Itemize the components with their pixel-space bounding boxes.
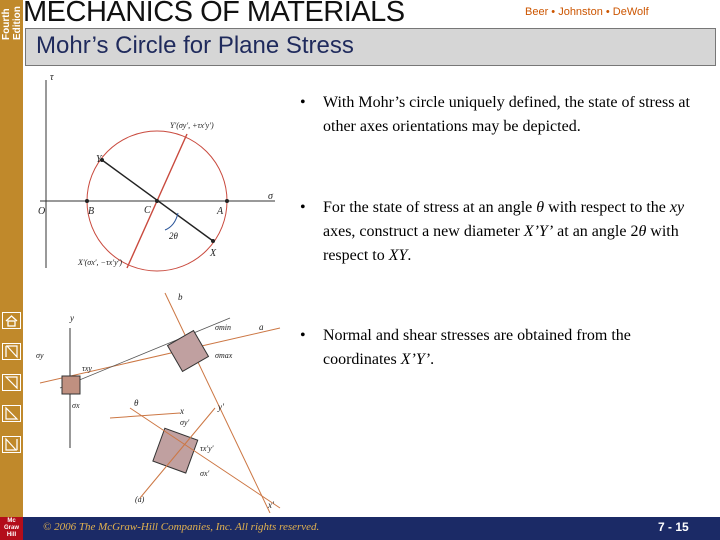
sigma-x-label: σx xyxy=(72,401,80,410)
xy-term: xy xyxy=(669,199,685,216)
yprime-axis-label: y′ xyxy=(218,402,224,412)
last-slide-icon xyxy=(3,437,20,452)
mohr-circle-figure xyxy=(30,68,290,513)
copyright: © 2006 The McGraw-Hill Companies, Inc. All rights reserved. xyxy=(43,521,320,533)
edition-line1: Fourth xyxy=(1,8,12,40)
bullet-3-text xyxy=(323,324,693,372)
y-axis-label: y xyxy=(70,313,74,323)
bullet-3-part: Normal and shear stresses are obtained from the coordinates xyxy=(323,327,631,368)
bullet-marker: • xyxy=(300,199,306,216)
bullet-2-part: axes, construct a new diameter xyxy=(323,223,524,240)
slide-title: Mohr’s Circle for Plane Stress xyxy=(36,32,354,59)
home-nav-button[interactable] xyxy=(2,312,21,329)
book-title: MECHANICS OF MATERIALS xyxy=(23,0,405,28)
two-theta-label: 2θ xyxy=(169,231,178,241)
logo-line2: Graw xyxy=(3,525,19,531)
xprime-label: X′(σx′, −τx′y′) xyxy=(78,258,123,267)
theta-label: θ xyxy=(134,398,139,408)
bullet-2-part: at an angle 2 xyxy=(553,223,639,240)
next-icon xyxy=(3,406,20,421)
y-label: Y xyxy=(96,154,102,165)
left-sidebar xyxy=(0,0,23,540)
bullet-2-part: with respect to the xyxy=(544,199,670,216)
a-axis-label: a xyxy=(259,322,264,332)
previous-icon xyxy=(3,375,20,390)
theta-symbol: θ xyxy=(638,223,647,240)
point-c xyxy=(155,199,159,203)
sigma-y-label: σy xyxy=(36,351,44,360)
rotated-element xyxy=(153,428,198,473)
footer xyxy=(23,517,720,540)
axis-a xyxy=(40,328,280,383)
point-a xyxy=(225,199,229,203)
mcgraw-hill-logo xyxy=(0,517,23,540)
mohr-circle-diagram xyxy=(38,72,275,271)
first-slide-button[interactable] xyxy=(2,343,21,360)
x-label: X xyxy=(210,248,217,259)
sigma-max-label: σmax xyxy=(215,351,233,360)
bullet-2-part: . xyxy=(407,247,412,264)
origin-label: O xyxy=(38,206,46,217)
authors: Beer • Johnston • DeWolf xyxy=(525,6,649,18)
xprime-axis-line xyxy=(130,408,280,508)
c-label: C xyxy=(144,205,151,216)
sigma-axis-label: σ xyxy=(268,191,273,202)
point-x xyxy=(211,239,215,243)
b-label: B xyxy=(88,206,95,217)
home-icon xyxy=(3,313,20,328)
yprime-axis-line xyxy=(140,408,215,498)
bullet-1-text: With Mohr’s circle uniquely defined, the state of stress at other axes orientations may be depicted. xyxy=(323,94,690,135)
edition-line2: Edition xyxy=(12,6,23,40)
point-b xyxy=(85,199,89,203)
previous-slide-button[interactable] xyxy=(2,374,21,391)
sigma-xprime-label: σx′ xyxy=(200,469,210,478)
tau-axis-label: τ xyxy=(50,72,54,83)
header xyxy=(23,0,720,30)
theta-symbol: θ xyxy=(536,199,545,216)
x-axis-line xyxy=(110,413,180,418)
xy-diameter-term: XY xyxy=(388,247,408,264)
logo-line1: Mc xyxy=(7,518,16,524)
a-label: A xyxy=(217,206,224,217)
page-number: 7 - 15 xyxy=(658,520,689,534)
original-element xyxy=(62,376,80,394)
x-axis-label: x xyxy=(180,406,184,416)
bullet-2-part: For the state of stress at an angle xyxy=(323,199,537,216)
tau-xy-label: τxy xyxy=(82,364,92,373)
first-slide-icon xyxy=(3,344,20,359)
sigma-min-label: σmin xyxy=(215,323,231,332)
figure-caption: (a) xyxy=(135,495,145,504)
bullet-2-part: with respect to xyxy=(323,223,679,264)
bullet-3-part: . xyxy=(430,351,435,368)
last-slide-button[interactable] xyxy=(2,436,21,453)
yprime-label: Y′(σy′, +τx′y′) xyxy=(170,121,214,130)
sigma-yprime-label: σy′ xyxy=(180,418,190,427)
next-slide-button[interactable] xyxy=(2,405,21,422)
tau-xyprime-label: τx′y′ xyxy=(200,444,214,453)
b-axis-label: b xyxy=(178,292,183,302)
xprime-axis-label: x′ xyxy=(268,500,274,510)
logo-line3: Hill xyxy=(6,532,17,538)
stress-elements xyxy=(36,292,280,513)
xprime-yprime-term: X’Y’ xyxy=(400,351,431,368)
two-theta-arc xyxy=(165,213,178,230)
edition-label xyxy=(0,0,23,60)
xprime-yprime-term: X’Y’ xyxy=(523,223,554,240)
bullet-marker: • xyxy=(300,94,306,111)
principal-element xyxy=(168,331,209,372)
bullet-marker: • xyxy=(300,327,306,344)
slide-title-bar xyxy=(25,28,716,66)
bullet-2-text xyxy=(323,196,693,268)
